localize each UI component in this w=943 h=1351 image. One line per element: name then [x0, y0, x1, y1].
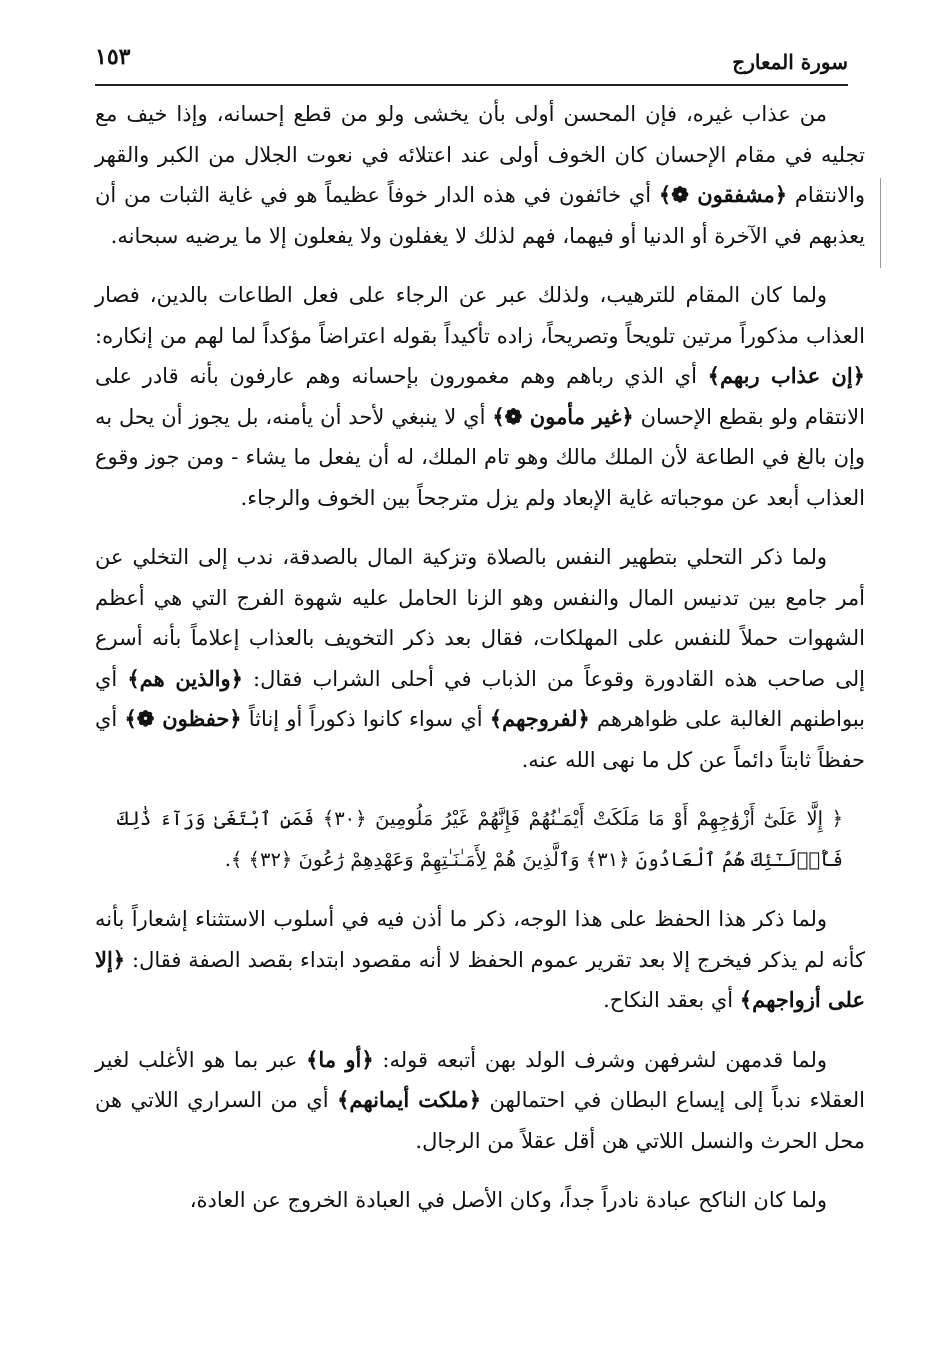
text-segment: ولما ذكر التحلي بتطهير النفس بالصلاة وتزكية المال بالصدقة، ندب إلى التخلي عن أمر جامع بين تدنيس المال والنفس وهو الزنا الحامل عليه شهوة الفرج التي هي أعظم الشهوات حملاً للنفس على المهلكات، فقال بعد ذكر التخويف بالعذاب إعلاماً بأنه أسرع إلى صاحب هذه القادورة وقوعاً من الذباب في أحلى الشراب فقال: [95, 545, 866, 691]
paragraph [95, 1180, 865, 1221]
text-segment: أي سواء كانوا ذكوراً أو إناثاً [241, 707, 490, 731]
page-header [95, 36, 848, 86]
text-segment: من عذاب غيره، فإن المحسن أولى بأن يخشى ولو من قطع إحسانه، وإذا خيف مع تجليه في مقام الإحسان كان الخوف أولى عند اعتلائه في نعوت الجلال من الكبر والقهر والانتقام [95, 102, 865, 207]
margin-mark [880, 178, 881, 268]
body-text [95, 94, 865, 1240]
text-segment: ولما ذكر هذا الحفظ على هذا الوجه، ذكر ما أذن فيه في أسلوب الاستثناء إشعاراً بأنه كأنه لم يذكر فيخرج إلا بعد تقرير عموم الحفظ لا أنه مقصود ابتداء بقصد الصفة فقال: [95, 907, 865, 972]
quran-quote: ﴿ملكت أيمانهم﴾ [337, 1087, 482, 1112]
text-segment: أي بعقد النكاح. [603, 988, 740, 1012]
text-segment: أي خائفون في هذه الدار خوفاً عظيماً هو في غاية الثبات من أن يعذبهم في الآخرة أو الدنيا أو فيهما، فهم لذلك لا يغفلون ولا يفعلون إلا ما يرضيه سبحانه. [95, 183, 865, 248]
quran-verse: ﴿ إِلَّا عَلَىٰٓ أَزْوَٰجِهِمْ أَوْ مَا مَلَكَتْ أَيْمَـٰنُهُمْ فَإِنَّهُمْ غَيْرُ مَلُومِينَ ﴿٣٠﴾ فَمَنِ ٱبْتَغَىٰ وَرَآءَ ذَٰلِكَ فَأُو۟لَـٰٓئِكَ هُمُ ٱلْعَادُونَ ﴿٣١﴾ وَٱلَّذِينَ هُمْ لِأَمَـٰنَـٰتِهِمْ وَعَهْدِهِمْ رَٰعُونَ ﴿٣٢﴾ ﴾ [117, 807, 844, 871]
quran-quote: ﴿غير مأمون ❁﴾ [492, 403, 634, 429]
quran-verse-block [95, 799, 865, 880]
quran-quote: ﴿أو ما﴾ [306, 1046, 374, 1072]
quran-quote: ﴿حفظون ❁﴾ [124, 706, 242, 731]
paragraph [95, 537, 865, 780]
text-segment: . [224, 847, 231, 871]
quran-quote: ﴿مشفقون ❁﴾ [658, 182, 788, 207]
text-segment: أي لا ينبغي لأحد أن يأمنه، بل يجوز أن يحل به وإن بالغ في الطاعة لأن الملك مالك وهو تام الملك، له أن يفعل ما يشاء - ومن جوز وقوع العذاب أبعد عن موجباته غاية الإبعاد ولم يزل مترجحاً بين الخوف والرجاء. [95, 404, 865, 510]
text-segment: ولما كان الناكح عبادة نادراً جداً، وكان الأصل في العبادة الخروج عن العادة، [189, 1188, 827, 1212]
text-segment: أي الذي رباهم وهم مغمورون بإحسانه وهم عارفون بأنه قادر على الانتقام ولو بقطع الإحسان [95, 364, 865, 429]
paragraph [95, 1040, 865, 1162]
text-segment: أي من السراري اللاتي هن محل الحرث والنسل اللاتي هن أقل عقلاً من الرجال. [95, 1088, 865, 1153]
quran-quote: ﴿لفروجهم﴾ [489, 706, 590, 731]
paragraph [95, 94, 865, 256]
page-number: ١٥٣ [95, 44, 131, 70]
paragraph [95, 275, 865, 518]
text-segment: ولما قدمهن لشرفهن وشرف الولد بهن أتبعه قوله: [373, 1047, 827, 1072]
text-segment: ولما كان المقام للترهيب، ولذلك عبر عن الرجاء على فعل الطاعات بالدين، فصار العذاب مذكوراً مرتين تلويحاً وتصريحاً، زاده تأكيداً بقوله اعتراضاً مؤكداً لما لهم من إنكاره: [95, 283, 865, 348]
running-title: سورة المعارج [732, 50, 848, 74]
quran-quote: ﴿إن عذاب ربهم﴾ [707, 363, 865, 388]
text-segment: أي حفظاً ثابتاً دائماً عن كل ما نهى الله عنه. [95, 707, 865, 772]
paragraph [95, 899, 865, 1021]
quran-quote: ﴿إلا على أزواجهم﴾ [95, 946, 865, 1012]
text-segment: أي ببواطنهم الغالبة على ظواهرهم [95, 666, 865, 731]
header-rule [95, 84, 848, 86]
text-segment: عبر بما هو الأغلب لغير العقلاء ندباً إلى إيساع البطان في احتمالهن [95, 1047, 865, 1112]
quran-quote: ﴿والذين هم﴾ [127, 665, 243, 691]
